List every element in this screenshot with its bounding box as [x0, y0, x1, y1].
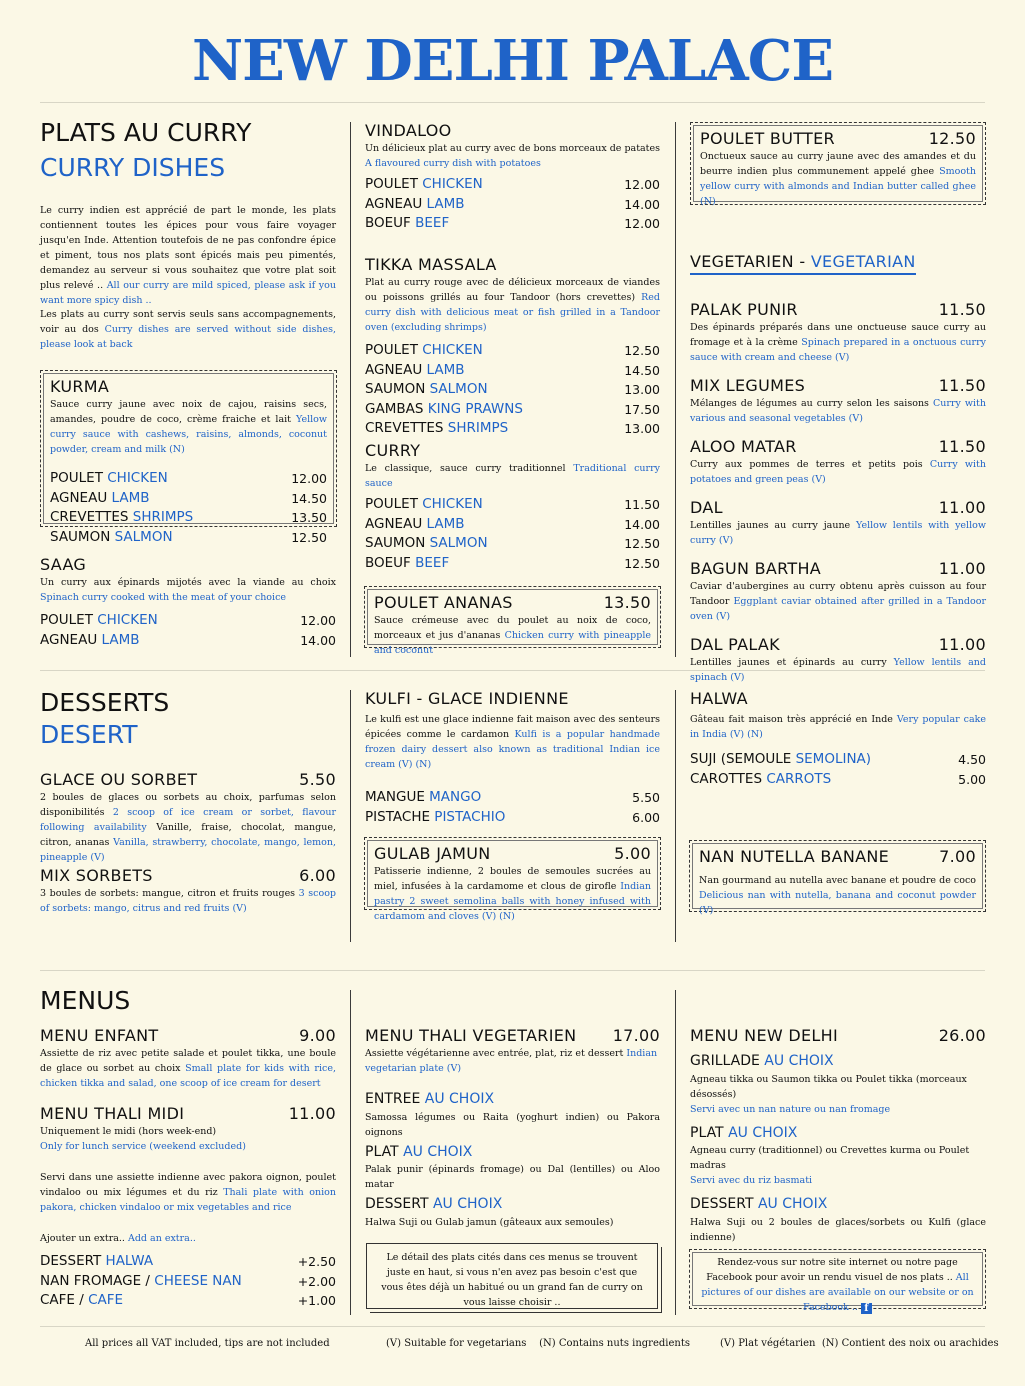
- menus-note-right: Rendez-vous sur notre site internet ou notre page Facebook pour avoir un rendu visuel de nos plats .. All pictures of our dishes are available on our website or on Facebook .. f: [689, 1249, 986, 1309]
- footer-center: (V) Suitable for vegetarians (N) Contains nuts ingredients: [386, 1338, 690, 1349]
- menus-title: MENUS: [40, 986, 131, 1015]
- desserts-title-fr: DESSERTS: [40, 688, 170, 717]
- kurma-rows: [50, 469, 327, 547]
- menu-row: DESSERT HALWA +2.50: [40, 1253, 336, 1269]
- menu-row: CAFE / CAFE +1.00: [40, 1292, 336, 1308]
- desserts-title-en: DESERT: [40, 720, 138, 749]
- menu-row: POULET CHICKEN 12.00: [365, 176, 660, 192]
- column-divider: [675, 990, 676, 1315]
- column-divider: [675, 690, 676, 942]
- thali-dessert: DESSERT AU CHOIX Halwa Suji ou Gulab jamun (gâteaux aux semoules): [365, 1196, 614, 1228]
- tikka-desc: Plat au curry rouge avec de délicieux morceaux de viandes ou poissons grillés au four Tandoor (hors crevettes) Red curry dish with delicious meat or fish grilled in a Tandoor oven (excluding shrimps): [365, 277, 660, 333]
- veg-item: BAGUN BARTHA 11.00 Caviar d'aubergines au curry obtenu après cuisson au four Tandoor Eggplant caviar obtained after grilled in a Tandoor oven (V): [690, 559, 986, 622]
- vindaloo-block: [365, 121, 660, 234]
- menu-row: AGNEAU LAMB 14.00: [365, 515, 660, 532]
- veg-list: [690, 300, 986, 685]
- thali-entree: ENTREE AU CHOIX Samossa légumes ou Raita (yoghurt indien) ou Pakora oignons: [365, 1091, 660, 1138]
- butter-desc: Onctueux sauce au curry jaune avec des amandes et du beurre indien plus communement appelé ghee Smooth yellow curry with almonds and Indian butter called ghee (N): [700, 151, 976, 207]
- facebook-icon[interactable]: f: [861, 1303, 872, 1314]
- saag-name: SAAG: [40, 555, 87, 574]
- ananas-box: [364, 586, 661, 656]
- gulab-box: GULAB JAMUN 5.00 Patisserie indienne, 2 boules de semoules sucrées au miel, infusées à la cardamome et clous de girofle Indian pastry 2 sweet semolina balls with honey infused with cardamom and cloves (V) (N): [364, 837, 661, 910]
- ananas-name: POULET ANANAS 13.50: [374, 593, 651, 612]
- nutella-box: NAN NUTELLA BANANE 7.00 Nan gourmand au nutella avec banane et poudre de coco Delicious nan with nutella, banana and coconut powder (V): [689, 840, 986, 912]
- menu-new-delhi-block: MENU NEW DELHI 26.00 GRILLADE AU CHOIX Agneau tikka ou Saumon tikka ou Poulet tikka (morceaux désossés) Servi avec un nan nature ou nan fromage PLAT AU CHOIX Agneau curry (traditionnel) ou Crevettes kurma ou Poulet madras Servi avec du riz basmati DESSERT AU CHOIX Halwa Suji ou 2 boules de glaces/sorbets ou Kulfi (glace indienne): [690, 1026, 986, 1243]
- menu-row: POULET CHICKEN 12.00: [40, 612, 336, 628]
- divider-top: [40, 102, 985, 103]
- menu-row: SAUMON SALMON 13.00: [365, 381, 660, 397]
- menu-row: POULET CHICKEN 12.00: [50, 470, 327, 486]
- veg-header: [690, 252, 986, 275]
- curry-desc: Le classique, sauce curry traditionnel Traditional curry sauce: [365, 463, 660, 489]
- ananas-desc: Sauce crémeuse avec du poulet au noix de coco, morceaux et jus d'ananas Chicken curry with pineapple and coconut: [374, 615, 651, 656]
- column-divider: [675, 122, 676, 657]
- column-divider: [350, 122, 351, 657]
- curry-title-fr: PLATS AU CURRY: [40, 118, 252, 147]
- new-delhi-dessert: DESSERT AU CHOIX Halwa Suji ou 2 boules de glaces/sorbets ou Kulfi (glace indienne): [690, 1196, 986, 1243]
- veg-title: VEGETARIEN - VEGETARIAN: [690, 252, 916, 275]
- mix-sorbets-block: MIX SORBETS 6.00 3 boules de sorbets: mangue, citron et fruits rouges 3 scoop of sorbets: mango, citrus and red fruits (V): [40, 866, 336, 914]
- menu-row: AGNEAU LAMB 14.50: [365, 361, 660, 378]
- column-divider: [350, 690, 351, 942]
- menu-row: POULET CHICKEN 12.50: [365, 342, 660, 358]
- menu-row: CREVETTES SHRIMPS 13.50: [50, 509, 327, 525]
- menu-row: SUJI (SEMOULE SEMOLINA) 4.50: [690, 751, 986, 767]
- menu-row: SAUMON SALMON 12.50: [365, 535, 660, 551]
- curry-side-note: Les plats au curry sont servis seuls sans accompagnements, voir au dos Curry dishes are served without side dishes, please look at back: [40, 309, 337, 350]
- curry-title-en: CURRY DISHES: [40, 153, 226, 182]
- menu-row: AGNEAU LAMB 14.00: [40, 631, 336, 648]
- menu-row: CREVETTES SHRIMPS 13.00: [365, 420, 660, 436]
- menus-note-center: Le détail des plats cités dans ces menus se trouvent juste en haut, si vous n'en avez pas besoin c'est que vous êtes déjà un habitué ou un grand fan de curry on vous laisse choisir ..: [366, 1243, 658, 1309]
- divider-menus: [40, 970, 985, 971]
- thali-plat: PLAT AU CHOIX Palak punir (épinards fromage) ou Dal (lentilles) ou Aloo matar: [365, 1143, 660, 1190]
- menu-row: AGNEAU LAMB 14.50: [50, 489, 327, 506]
- menu-row: GAMBAS KING PRAWNS 17.50: [365, 400, 660, 417]
- column-divider: [350, 990, 351, 1315]
- saag-block: [40, 555, 336, 650]
- footer-right: (V) Plat végétarien (N) Contient des noix ou arachides: [720, 1338, 999, 1349]
- tikka-name: TIKKA MASSALA: [365, 255, 497, 274]
- veg-item: PALAK PUNIR 11.50 Des épinards préparés dans une onctueuse sauce curry au fromage et à la crème Spinach prepared in a onctuous curry sauce with cream and cheese (V): [690, 300, 986, 363]
- glace-block: GLACE OU SORBET 5.50 2 boules de glaces ou sorbets au choix, parfumas selon disponibilités 2 scoop of ice cream or sorbet, flavour following availability Vanille, fraise, chocolat, mangue, citron, ananas Vanilla, strawberry, chocolate, mango, lemon, pineapple (V): [40, 770, 336, 863]
- saag-desc: Un curry aux épinards mijotés avec la viande au choix Spinach curry cooked with the meat of your choice: [40, 577, 336, 603]
- menu-row: NAN FROMAGE / CHEESE NAN +2.00: [40, 1272, 336, 1289]
- menu-row: AGNEAU LAMB 14.00: [365, 195, 660, 212]
- menu-row: BOEUF BEEF 12.00: [365, 215, 660, 231]
- kurma-desc: Sauce curry jaune avec noix de cajou, raisins secs, amandes, poudre de coco, crème fraiche et lait Yellow curry sauce with cashews, raisins, almonds, coconut powder, cream and milk (N): [50, 399, 327, 455]
- kulfi-block: KULFI - GLACE INDIENNE Le kulfi est une glace indienne fait maison avec des senteurs épicées comme le cardamon Kulfi is a popular handmade frozen dairy dessert also known as traditional Indian ice cream (V) (N) MANGUE MANGO 5.50 PISTACHE PISTACHIO 6.00: [365, 689, 660, 827]
- vindaloo-desc: Un délicieux plat au curry avec de bons morceaux de patates A flavoured curry dish with potatoes: [365, 143, 660, 169]
- veg-item: MIX LEGUMES 11.50 Mélanges de légumes au curry selon les saisons Curry with various and seasonal vegetables (V): [690, 376, 986, 424]
- curry-name: CURRY: [365, 441, 421, 460]
- menu-row: SAUMON SALMON 12.50: [50, 528, 327, 545]
- divider-desserts: [40, 670, 985, 671]
- curry-block: [365, 441, 660, 573]
- new-delhi-grill: GRILLADE AU CHOIX Agneau tikka ou Saumon tikka ou Poulet tikka (morceaux désossés) Servi avec un nan nature ou nan fromage: [690, 1053, 967, 1115]
- menu-enfant-block: MENU ENFANT 9.00 Assiette de riz avec petite salade et poulet tikka, une boule de glace ou sorbet au choix Small plate for kids with rice, chicken tikka and salad, one scoop of ice cream for desert: [40, 1026, 336, 1089]
- menu-row: CAROTTES CARROTS 5.00: [690, 770, 986, 787]
- menu-thali-veg-block: MENU THALI VEGETARIEN 17.00 Assiette végétarienne avec entrée, plat, riz et dessert Indian vegetarian plate (V) ENTREE AU CHOIX Samossa légumes ou Raita (yoghurt indien) ou Pakora oignons PLAT AU CHOIX Palak punir (épinards fromage) ou Dal (lentilles) ou Aloo matar DESSERT AU CHOIX Halwa Suji ou Gulab jamun (gâteaux aux semoules): [365, 1026, 660, 1228]
- new-delhi-plat: PLAT AU CHOIX Agneau curry (traditionnel) ou Crevettes kurma ou Poulet madras Servi avec du riz basmati: [690, 1124, 970, 1186]
- menu-row: PISTACHE PISTACHIO 6.00: [365, 808, 660, 825]
- menu-row: BOEUF BEEF 12.50: [365, 554, 660, 571]
- restaurant-title: NEW DELHI PALACE: [191, 28, 834, 94]
- tikka-block: [365, 255, 660, 439]
- vindaloo-name: VINDALOO: [365, 121, 452, 140]
- divider-footer: [40, 1326, 985, 1327]
- butter-box: [690, 122, 986, 205]
- veg-item: ALOO MATAR 11.50 Curry aux pommes de terres et petits pois Curry with potatoes and green peas (V): [690, 437, 986, 485]
- footer-left: All prices all VAT included, tips are not included: [85, 1338, 330, 1349]
- veg-item: DAL 11.00 Lentilles jaunes au curry jaune Yellow lentils with yellow curry (V): [690, 498, 986, 546]
- menu-thali-midi-block: MENU THALI MIDI 11.00 Uniquement le midi (hors week-end) Only for lunch service (weekend excluded) Servi dans une assiette indienne avec pakora oignon, poulet vindaloo ou mix légumes et du riz Thali plate with onion pakora, chicken vindaloo or mix vegetables and rice Ajouter un extra.. Add an extra.. DESSERT HALWA +2.50 NAN FROMAGE / CHEESE NAN +2.00 CAFE / CAFE +1.00: [40, 1104, 336, 1311]
- butter-name: POULET BUTTER 12.50: [700, 129, 976, 148]
- menu-row: POULET CHICKEN 11.50: [365, 496, 660, 512]
- kurma-box: [40, 370, 337, 545]
- kurma-name: KURMA: [50, 377, 110, 396]
- halwa-block: HALWA Gâteau fait maison très apprécié en Inde Very popular cake in India (V) (N) SUJI (SEMOULE SEMOLINA) 4.50 CAROTTES CARROTS 5.00: [690, 689, 986, 789]
- curry-intro-text: Le curry indien est apprécié de part le monde, les plats contiennent toutes les épices pour vous faire voyager jusqu'en Inde. Attention toutefois de ne pas confondre épice et piment, tous nos plats sont épicés mais peu pimentés, demandez au serveur si vous souhaitez que votre plat soit plus relevé .. All our curry are mild spiced, please ask if you want more spicy dish ..: [40, 205, 336, 306]
- menu-row: MANGUE MANGO 5.50: [365, 789, 660, 805]
- veg-item: DAL PALAK 11.00 Lentilles jaunes et épinards au curry Yellow lentils and spinach (V): [690, 635, 986, 683]
